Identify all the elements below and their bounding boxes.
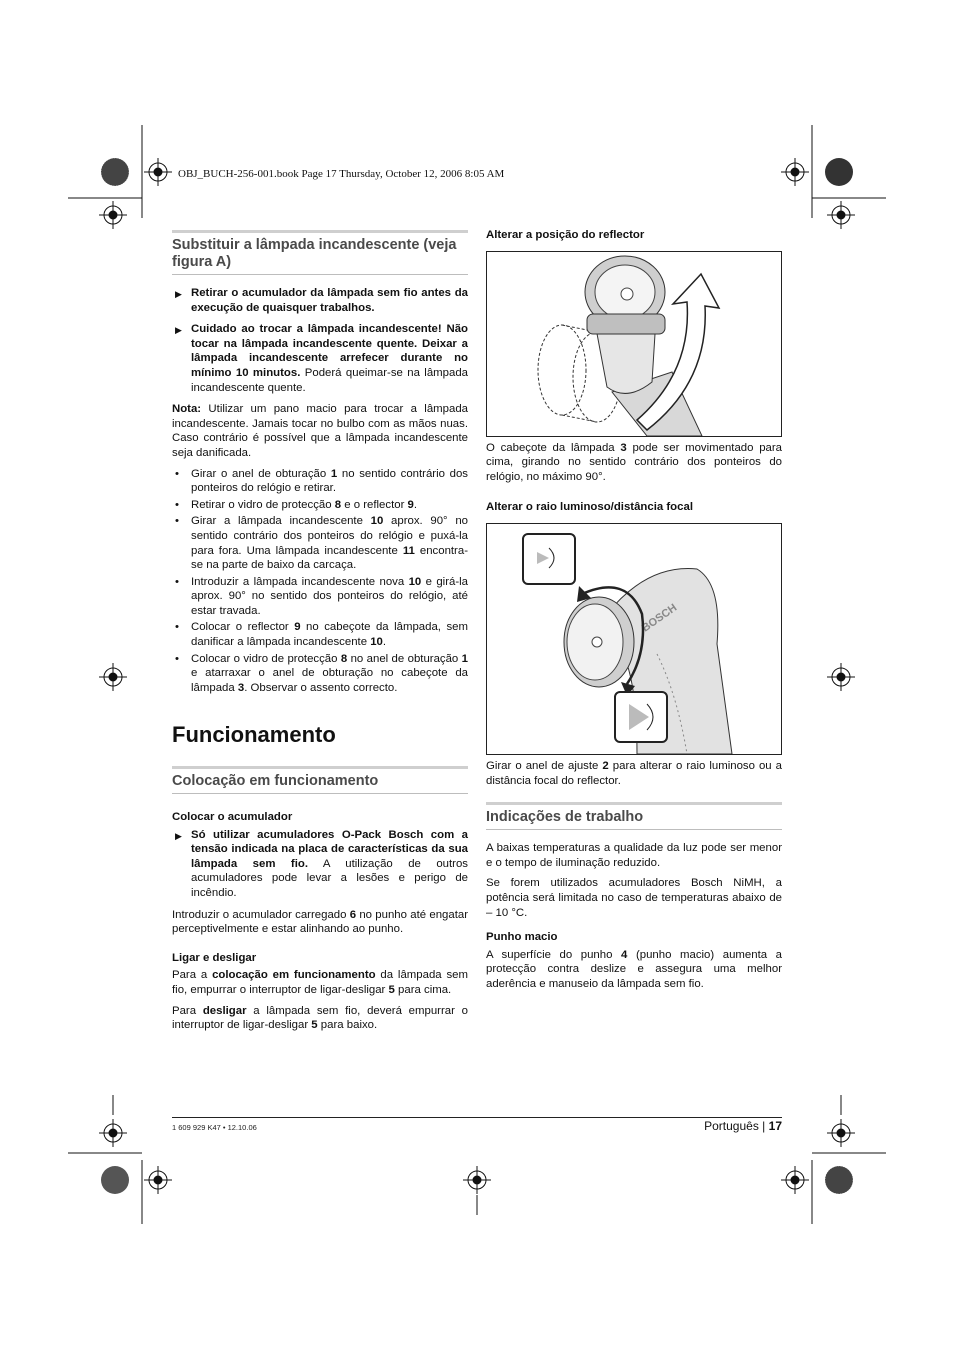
section-heading-work-tips: Indicações de trabalho — [486, 802, 782, 830]
footer-separator: | — [762, 1119, 766, 1133]
page-footer-right — [620, 1119, 782, 1133]
subheading-beam: Alterar o raio luminoso/distância focal — [486, 501, 693, 514]
beam-caption: Girar o anel de ajuste 2 para alterar o raio luminoso ou a distância focal do reflector. — [486, 759, 783, 787]
main-title: Funcionamento — [172, 722, 336, 747]
file-info-header: OBJ_BUCH-256-001.book Page 17 Thursday, October 12, 2006 8:05 AM — [178, 168, 505, 180]
subheading-battery: Colocar o acumulador — [172, 811, 293, 823]
figure-beam-adjust — [486, 523, 782, 755]
triangle-bullet-icon: ▶ — [175, 325, 182, 336]
list-item: • Introduzir a lâmpada incandescente nova 10 e girá-la aprox. 90° no sentido dos ponteiros do relógio, até estar travada. — [175, 575, 468, 617]
list-item: • Girar a lâmpada incandescente 10 aprox. 90° no sentido contrário dos ponteiros do relógio e puxá-la para fora. Uma lâmpada incandescente 11 encontra-se na parte de baixo da carcaça. — [175, 515, 468, 572]
warning-remove-battery: ▶ Retirar o acumulador da lâmpada sem fio antes da execução de quaisquer trabalhos. — [175, 287, 468, 314]
lamp-rotation-illustration — [487, 252, 781, 436]
beam-adjust-illustration — [487, 524, 781, 754]
subheading-soft-grip: Punho macio — [486, 931, 558, 944]
document-code: 1 609 929 K47 • 12.10.06 — [172, 1123, 257, 1132]
work-tips-paragraph-2: Se forem utilizados acumuladores Bosch NiMH, a potência será limitada no caso de temperaturas abaixo de – 10 °C. — [486, 877, 782, 919]
section-heading-start: Colocação em funcionamento — [172, 766, 468, 794]
left-column-operation — [172, 766, 468, 1039]
left-column — [172, 230, 468, 697]
list-item: • Colocar o vidro de protecção 8 no anel de obturação 1 e atarraxar o anel de obturação no cabeçote da lâmpada 3. Observar o assento correcto. — [175, 652, 468, 694]
work-tips-paragraph-1: A baixas temperaturas a qualidade da luz pode ser menor e o tempo de iluminação reduzido. — [486, 842, 782, 869]
list-item: • Girar o anel de obturação 1 no sentido contrário dos ponteiros do relógio e retirar. — [175, 467, 468, 495]
footer-rule — [172, 1117, 782, 1118]
figure-reflector-position — [486, 251, 782, 437]
warning-bosch-battery: ▶ Só utilizar acumuladores O-Pack Bosch com a tensão indicada na placa de características da sua lâmpada sem fio. A utilização de outros acumuladores pode levar a lesões e perigo de incêndio. — [175, 828, 468, 899]
brand-logo-text: BOSCH — [639, 601, 680, 635]
triangle-bullet-icon: ▶ — [175, 289, 182, 299]
right-column — [486, 228, 782, 998]
switch-off-paragraph: Para desligar a lâmpada sem fio, deverá empurrar o interruptor de ligar-desligar 5 para baixo. — [172, 1004, 468, 1032]
list-item: • Retirar o vidro de protecção 8 e o reflector 9. — [175, 498, 418, 511]
switch-on-paragraph: Para a colocação em funcionamento da lâmpada sem fio, empurrar o interruptor de ligar-desligar 5 para cima. — [172, 969, 468, 996]
reflector-position-caption: O cabeçote da lâmpada 3 pode ser movimentado para cima, girando no sentido contrário dos ponteiros do relógio, no máximo 90°. — [486, 441, 782, 483]
battery-paragraph: Introduzir o acumulador carregado 6 no punho até engatar perceptivelmente e estar alinhando ao punho. — [172, 908, 468, 936]
triangle-bullet-icon: ▶ — [175, 830, 182, 841]
section-heading-lamp: Substituir a lâmpada incandescente (veja figura A) — [172, 230, 468, 275]
subheading-reflector-position: Alterar a posição do reflector — [486, 229, 645, 241]
warning-hot-bulb: ▶ Cuidado ao trocar a lâmpada incandescente! Não tocar na lâmpada incandescente quente. Deixar a lâmpada incandescente arrefecer durante no mínimo 10 minutos. Poderá queimar-se na lâmpada incandescente quente. — [175, 323, 468, 394]
language-label: Português — [704, 1119, 759, 1133]
lamp-steps-list — [172, 467, 468, 696]
list-item: • Colocar o reflector 9 no cabeçote da lâmpada, sem danificar a lâmpada incandescente 10. — [175, 621, 468, 649]
note-paragraph: Nota: Utilizar um pano macio para trocar a lâmpada incandescente. Jamais tocar no bulbo com as mãos nuas. Caso contrário é possível que a lâmpada incandescente seja danificada. — [172, 403, 468, 459]
page-number: 17 — [768, 1119, 782, 1133]
subheading-switch: Ligar e desligar — [172, 951, 257, 964]
soft-grip-paragraph: A superfície do punho 4 (punho macio) aumenta a protecção contra deslize e assegura uma melhor aderência e manuseio da lâmpada sem fio. — [486, 948, 783, 990]
